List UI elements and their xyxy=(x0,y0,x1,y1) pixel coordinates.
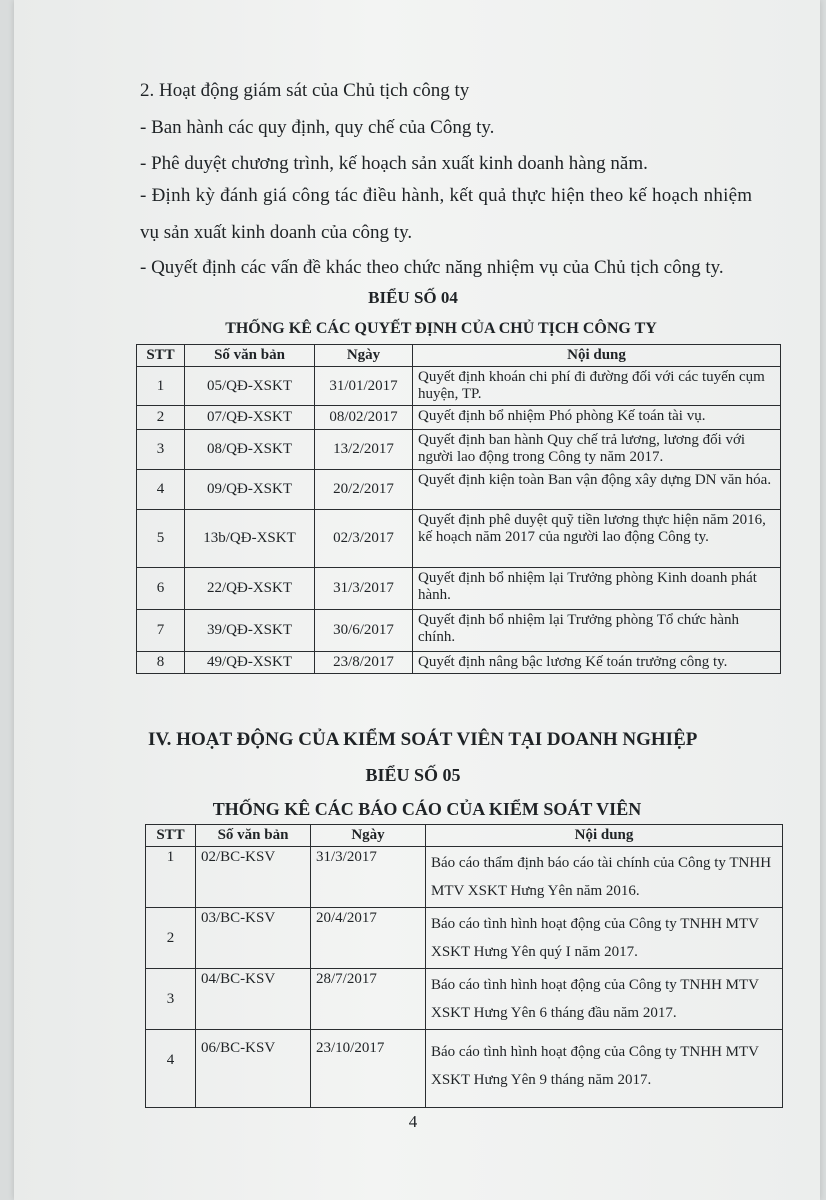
table-05-label: BIỂU SỐ 05 xyxy=(365,765,461,785)
header-ngay: Ngày xyxy=(315,345,413,367)
table-row xyxy=(137,568,781,610)
section-2-item: - Phê duyệt chương trình, kế hoạch sản xuất kinh doanh hàng năm. xyxy=(140,153,648,174)
header-noi-dung: Nội dung xyxy=(413,345,781,367)
cell-so-van-ban: 13b/QĐ-XSKT xyxy=(185,510,315,568)
cell-so-van-ban: 22/QĐ-XSKT xyxy=(185,568,315,610)
table-05 xyxy=(145,824,783,1108)
cell-noi-dung: Quyết định ban hành Quy chế trả lương, lương đối với người lao động trong Công ty năm 2017. xyxy=(413,430,781,470)
cell-stt: 7 xyxy=(137,610,185,652)
cell-stt: 4 xyxy=(146,1030,196,1108)
table-04-title: THỐNG KÊ CÁC QUYẾT ĐỊNH CỦA CHỦ TỊCH CÔNG TY xyxy=(225,320,657,337)
cell-stt: 3 xyxy=(137,430,185,470)
cell-so-van-ban: 02/BC-KSV xyxy=(196,847,311,908)
cell-stt: 4 xyxy=(137,470,185,510)
table-row xyxy=(146,908,783,969)
cell-ngay: 23/8/2017 xyxy=(315,652,413,674)
cell-stt: 2 xyxy=(146,908,196,969)
table-row xyxy=(137,652,781,674)
header-stt: STT xyxy=(137,345,185,367)
cell-so-van-ban: 07/QĐ-XSKT xyxy=(185,406,315,430)
header-so-van-ban: Số văn bản xyxy=(196,825,311,847)
cell-ngay: 08/02/2017 xyxy=(315,406,413,430)
cell-noi-dung: Báo cáo tình hình hoạt động của Công ty TNHH MTV XSKT Hưng Yên 6 tháng đầu năm 2017. xyxy=(426,969,783,1030)
section-2-item: - Ban hành các quy định, quy chế của Công ty. xyxy=(140,117,495,138)
section-2-item: vụ sản xuất kinh doanh của công ty. xyxy=(140,222,413,243)
cell-ngay: 28/7/2017 xyxy=(311,969,426,1030)
section-2-title: 2. Hoạt động giám sát của Chủ tịch công ty xyxy=(140,80,470,101)
cell-stt: 8 xyxy=(137,652,185,674)
cell-noi-dung: Quyết định phê duyệt quỹ tiền lương thực hiện năm 2016, kế hoạch năm 2017 của người lao động Công ty. xyxy=(413,510,781,568)
cell-so-van-ban: 03/BC-KSV xyxy=(196,908,311,969)
table-row xyxy=(137,367,781,406)
table-04-label: BIỂU SỐ 04 xyxy=(368,288,458,307)
table-header-row xyxy=(146,825,783,847)
cell-noi-dung: Báo cáo thẩm định báo cáo tài chính của Công ty TNHH MTV XSKT Hưng Yên năm 2016. xyxy=(426,847,783,908)
cell-noi-dung: Quyết định khoán chi phí đi đường đối với các tuyến cụm huyện, TP. xyxy=(413,367,781,406)
header-stt: STT xyxy=(146,825,196,847)
cell-noi-dung: Báo cáo tình hình hoạt động của Công ty TNHH MTV XSKT Hưng Yên 9 tháng năm 2017. xyxy=(426,1030,783,1108)
table-row xyxy=(137,510,781,568)
table-row xyxy=(146,1030,783,1108)
table-04 xyxy=(136,344,781,674)
cell-so-van-ban: 08/QĐ-XSKT xyxy=(185,430,315,470)
cell-ngay: 31/01/2017 xyxy=(315,367,413,406)
cell-ngay: 23/10/2017 xyxy=(311,1030,426,1108)
cell-stt: 3 xyxy=(146,969,196,1030)
cell-ngay: 20/2/2017 xyxy=(315,470,413,510)
cell-noi-dung: Quyết định kiện toàn Ban vận động xây dựng DN văn hóa. xyxy=(413,470,781,510)
cell-stt: 6 xyxy=(137,568,185,610)
table-row xyxy=(146,847,783,908)
cell-so-van-ban: 06/BC-KSV xyxy=(196,1030,311,1108)
cell-so-van-ban: 39/QĐ-XSKT xyxy=(185,610,315,652)
cell-so-van-ban: 49/QĐ-XSKT xyxy=(185,652,315,674)
section-2-item: - Định kỳ đánh giá công tác điều hành, kết quả thực hiện theo kế hoạch nhiệm xyxy=(140,185,753,206)
table-header-row xyxy=(137,345,781,367)
cell-ngay: 31/3/2017 xyxy=(311,847,426,908)
cell-ngay: 20/4/2017 xyxy=(311,908,426,969)
cell-stt: 1 xyxy=(146,847,196,908)
cell-so-van-ban: 04/BC-KSV xyxy=(196,969,311,1030)
cell-noi-dung: Quyết định bổ nhiệm lại Trưởng phòng Tổ chức hành chính. xyxy=(413,610,781,652)
cell-stt: 5 xyxy=(137,510,185,568)
header-ngay: Ngày xyxy=(311,825,426,847)
section-2-item: - Quyết định các vấn đề khác theo chức năng nhiệm vụ của Chủ tịch công ty. xyxy=(140,257,724,278)
cell-ngay: 31/3/2017 xyxy=(315,568,413,610)
cell-so-van-ban: 05/QĐ-XSKT xyxy=(185,367,315,406)
table-row xyxy=(137,430,781,470)
header-noi-dung: Nội dung xyxy=(426,825,783,847)
cell-ngay: 02/3/2017 xyxy=(315,510,413,568)
header-so-van-ban: Số văn bản xyxy=(185,345,315,367)
cell-stt: 2 xyxy=(137,406,185,430)
cell-ngay: 13/2/2017 xyxy=(315,430,413,470)
table-row xyxy=(137,610,781,652)
cell-noi-dung: Quyết định bổ nhiệm Phó phòng Kế toán tài vụ. xyxy=(413,406,781,430)
page-number: 4 xyxy=(408,1112,418,1131)
cell-stt: 1 xyxy=(137,367,185,406)
section-iv-title: IV. HOẠT ĐỘNG CỦA KIỂM SOÁT VIÊN TẠI DOANH NGHIỆP xyxy=(148,729,698,750)
cell-noi-dung: Quyết định bổ nhiệm lại Trưởng phòng Kinh doanh phát hành. xyxy=(413,568,781,610)
table-row xyxy=(137,406,781,430)
cell-noi-dung: Báo cáo tình hình hoạt động của Công ty TNHH MTV XSKT Hưng Yên quý I năm 2017. xyxy=(426,908,783,969)
table-row xyxy=(137,470,781,510)
table-row xyxy=(146,969,783,1030)
table-05-title: THỐNG KÊ CÁC BÁO CÁO CỦA KIỂM SOÁT VIÊN xyxy=(212,799,642,819)
cell-noi-dung: Quyết định nâng bậc lương Kế toán trưởng công ty. xyxy=(413,652,781,674)
cell-ngay: 30/6/2017 xyxy=(315,610,413,652)
cell-so-van-ban: 09/QĐ-XSKT xyxy=(185,470,315,510)
